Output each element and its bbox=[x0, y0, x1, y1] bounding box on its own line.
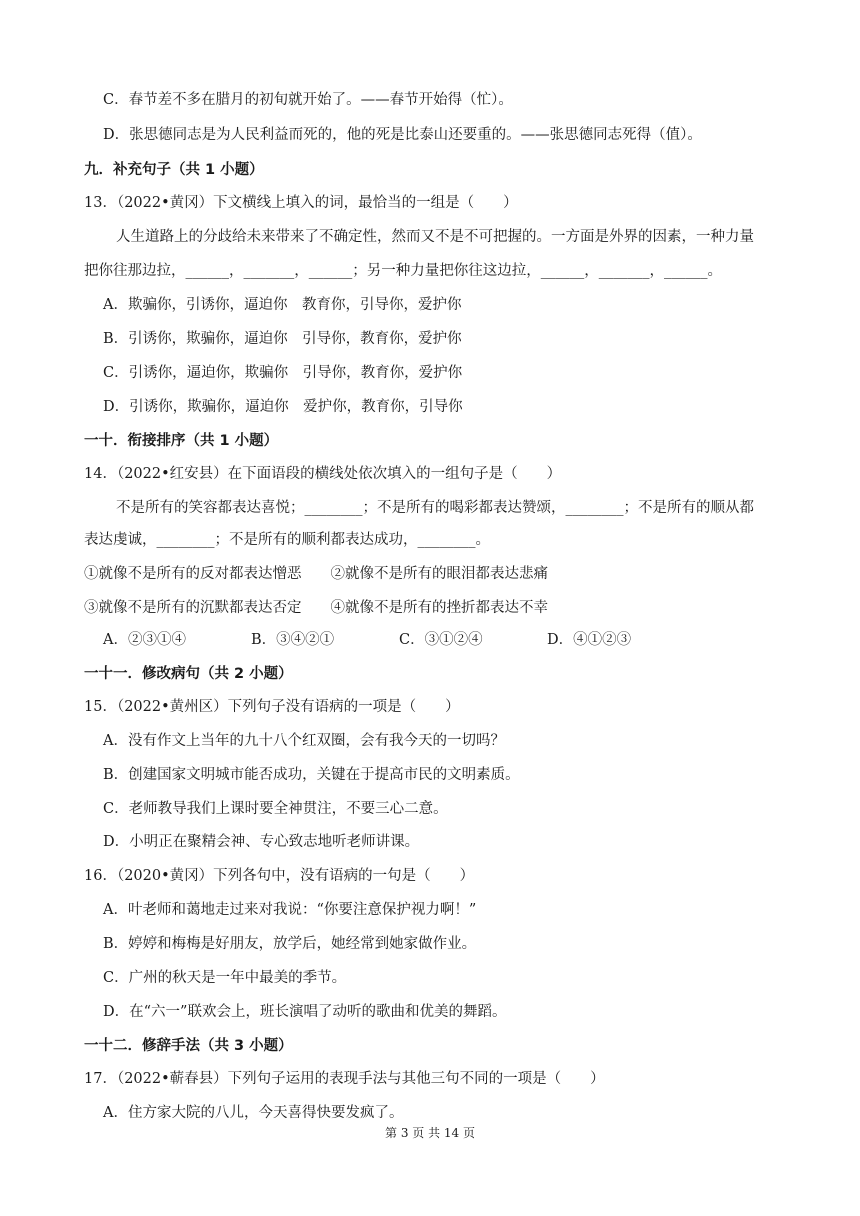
section-9-title: 九．补充句子（共 1 小题） bbox=[84, 162, 264, 178]
section-12-title: 一十二．修辞手法（共 3 小题） bbox=[84, 1038, 293, 1054]
q14-option-c: C．③①②④ bbox=[399, 632, 483, 648]
q13-passage-line1: 人生道路上的分歧给未来带来了不确定性，然而又不是不可把握的。一方面是外界的因素，一种力量 bbox=[116, 229, 754, 245]
q14-sentences-2: ③就像不是所有的沉默都表达否定 ④就像不是所有的挫折都表达不幸 bbox=[84, 600, 548, 616]
q12-option-c: C．春节差不多在腊月的初旬就开始了。——春节开始得（忙）。 bbox=[103, 92, 513, 108]
q16-option-d: D．在“六一”联欢会上，班长演唱了动听的歌曲和优美的舞蹈。 bbox=[103, 1004, 507, 1020]
q14-sentences-1: ①就像不是所有的反对都表达憎恶 ②就像不是所有的眼泪都表达悲痛 bbox=[84, 566, 548, 582]
q13-option-b: B．引诱你，欺骗你，逼迫你 引导你，教育你，爱护你 bbox=[103, 331, 462, 347]
q15-option-b: B．创建国家文明城市能否成功，关键在于提高市民的文明素质。 bbox=[103, 767, 520, 783]
q12-option-d: D．张思德同志是为人民利益而死的，他的死是比泰山还要重的。——张思德同志死得（值）。 bbox=[103, 127, 702, 143]
q15-option-a: A．没有作文上当年的九十八个红双圈，会有我今天的一切吗？ bbox=[103, 733, 505, 749]
section-10-title: 一十．衔接排序（共 1 小题） bbox=[84, 433, 279, 449]
q15-option-d: D．小明正在聚精会神、专心致志地听老师讲课。 bbox=[103, 834, 420, 850]
q13-passage-line2: 把你往那边拉，______，_______，______；另一种力量把你往这边拉，______，_______，______。 bbox=[84, 263, 722, 279]
q14-options bbox=[103, 630, 631, 650]
q14-stem: 14．（2022•红安县）在下面语段的横线处依次填入的一组句子是（ ） bbox=[84, 466, 562, 482]
q13-option-a: A．欺骗你，引诱你，逼迫你 教育你，引导你，爱护你 bbox=[103, 297, 462, 313]
q14-option-b: B．③④②① bbox=[251, 632, 335, 648]
section-11-title: 一十一．修改病句（共 2 小题） bbox=[84, 666, 293, 682]
q14-option-a: A．②③①④ bbox=[103, 632, 186, 648]
q16-option-c: C．广州的秋天是一年中最美的季节。 bbox=[103, 970, 347, 986]
q17-option-a: A．住方家大院的八儿，今天喜得快要发疯了。 bbox=[103, 1105, 404, 1121]
page-footer: 第 3 页 共 14 页 bbox=[385, 1126, 475, 1140]
q13-option-d: D．引诱你，欺骗你，逼迫你 爱护你，教育你，引导你 bbox=[103, 399, 463, 415]
q14-passage-line2: 表达虔诚，________；不是所有的顺利都表达成功，________。 bbox=[84, 532, 490, 548]
q16-stem: 16．（2020•黄冈）下列各句中，没有语病的一句是（ ） bbox=[84, 868, 475, 884]
q16-option-b: B．婷婷和梅梅是好朋友，放学后，她经常到她家做作业。 bbox=[103, 936, 477, 952]
q13-stem: 13．（2022•黄冈）下文横线上填入的词，最恰当的一组是（ ） bbox=[84, 195, 518, 211]
q15-stem: 15．（2022•黄州区）下列句子没有语病的一项是（ ） bbox=[84, 699, 460, 715]
q14-passage-line1: 不是所有的笑容都表达喜悦；________；不是所有的喝彩都表达赞颂，________；不是所有的顺从都 bbox=[116, 500, 754, 516]
q17-stem: 17．（2022•蕲春县）下列句子运用的表现手法与其他三句不同的一项是（ ） bbox=[84, 1071, 605, 1087]
q14-option-d: D．④①②③ bbox=[547, 632, 632, 648]
q16-option-a: A．叶老师和蔼地走过来对我说：“你要注意保护视力啊！” bbox=[103, 902, 477, 918]
q13-option-c: C．引诱你，逼迫你，欺骗你 引导你，教育你，爱护你 bbox=[103, 365, 463, 381]
q15-option-c: C．老师教导我们上课时要全神贯注，不要三心二意。 bbox=[103, 801, 448, 817]
